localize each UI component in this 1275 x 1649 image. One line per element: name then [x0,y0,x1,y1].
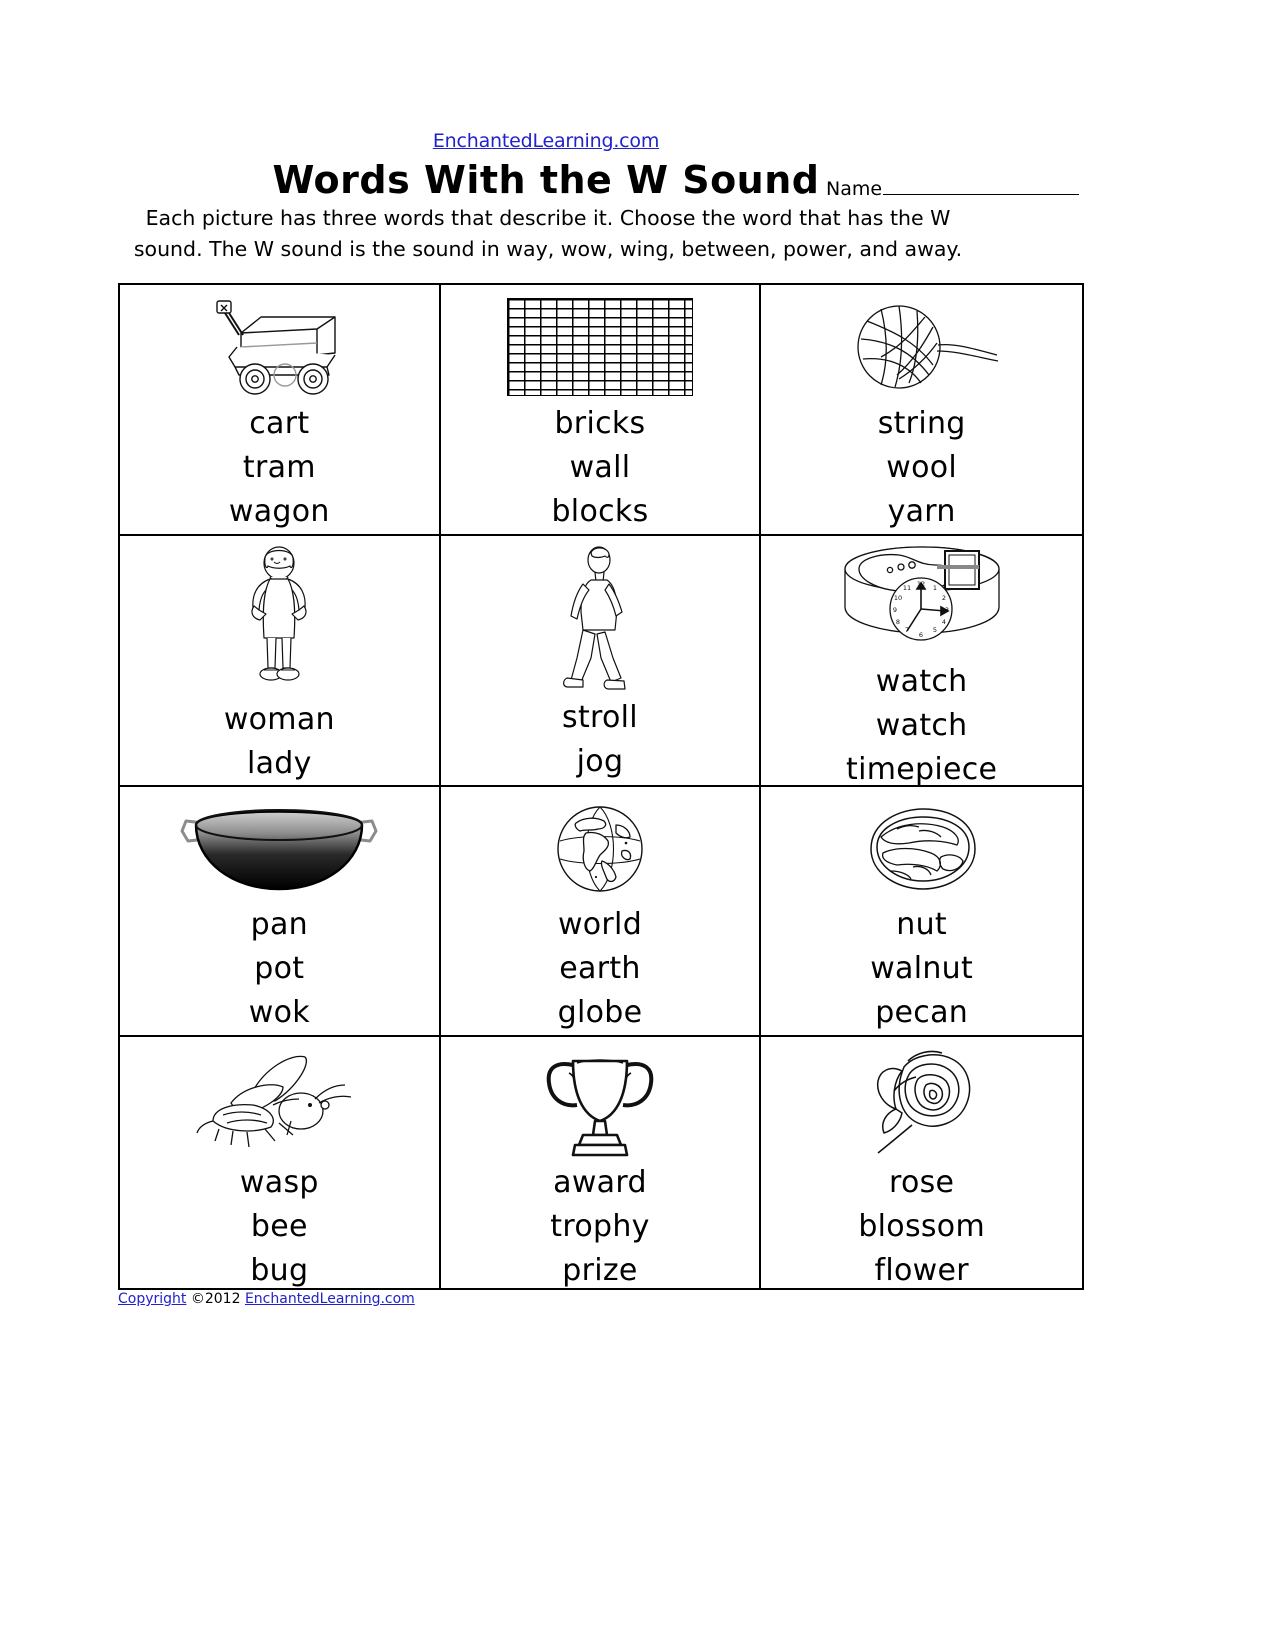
word-list [846,660,997,787]
wok-icon [120,797,439,902]
svg-text:1: 1 [932,583,937,592]
copyright-link[interactable]: Copyright [118,1291,187,1307]
word-option[interactable]: bee [250,1209,308,1245]
worksheet-cell[interactable] [441,1037,762,1288]
word-option[interactable]: flower [874,1253,969,1288]
site-link-row [0,130,1092,152]
word-option[interactable]: stroll [562,699,638,735]
walking-person-icon [441,546,760,694]
word-option[interactable]: trophy [550,1209,650,1245]
word-option[interactable]: jog [576,743,624,779]
word-list [240,1161,319,1288]
word-list [550,1161,649,1288]
svg-text:4: 4 [941,617,946,626]
worksheet-cell[interactable] [761,536,1082,787]
svg-text:11: 11 [902,583,911,592]
word-option[interactable]: watch [875,707,968,743]
word-option[interactable]: nut [896,907,947,943]
worksheet-grid [118,283,1084,1290]
page-title: Words With the W Sound [272,158,820,202]
svg-text:6: 6 [918,630,923,639]
word-list [870,903,973,1035]
yarn-ball-icon [761,295,1082,400]
copyright-year: ©2012 [186,1291,245,1307]
footer [118,1291,415,1307]
word-option[interactable]: wall [569,449,631,485]
instructions-line-2: sound. The W sound is the sound in way, wow, wing, between, power, and away. [133,237,963,261]
wagon-icon [120,295,439,400]
word-list [224,698,335,787]
instructions [118,203,978,265]
word-option[interactable]: pan [250,907,308,943]
wristwatch-icon [761,546,1082,658]
word-option[interactable]: prize [562,1253,638,1288]
svg-text:8: 8 [895,617,900,626]
word-option[interactable]: lady [246,745,312,781]
word-list [562,696,638,787]
footer-site-link[interactable]: EnchantedLearning.com [244,1291,415,1307]
word-option[interactable]: pot [254,951,305,987]
worksheet-cell[interactable] [761,285,1082,536]
word-option[interactable]: watch [875,663,968,699]
name-write-line[interactable] [883,180,1079,195]
name-label: Name [826,178,883,200]
worksheet-cell[interactable] [441,787,762,1038]
word-option[interactable]: world [557,907,643,943]
word-list [249,903,310,1035]
svg-text:3: 3 [944,605,949,614]
svg-text:7: 7 [904,625,909,634]
globe-icon [441,797,760,902]
rose-icon [761,1047,1082,1159]
svg-text:12: 12 [916,579,925,588]
word-option[interactable]: blocks [551,493,649,529]
word-list [558,903,643,1035]
worksheet-cell[interactable] [441,285,762,536]
svg-text:5: 5 [932,625,937,634]
word-option[interactable]: bug [250,1253,309,1288]
trophy-icon [441,1047,760,1159]
enchanted-learning-link[interactable]: EnchantedLearning.com [432,130,660,152]
word-option[interactable]: rose [888,1165,955,1201]
word-option[interactable]: pecan [875,995,969,1031]
svg-text:10: 10 [893,593,902,602]
brick-wall-icon [441,295,760,400]
instructions-line-1: Each picture has three words that describe it. Choose the word that has the W [145,206,951,230]
word-option[interactable]: walnut [870,951,974,987]
word-option[interactable]: wool [886,449,958,485]
worksheet-cell[interactable] [120,1037,441,1288]
word-list [229,402,330,534]
word-list [551,402,648,534]
svg-text:2: 2 [941,593,946,602]
worksheet-cell[interactable] [120,787,441,1038]
word-list [858,1161,985,1288]
word-option[interactable]: woman [223,701,335,737]
worksheet-cell[interactable] [761,1037,1082,1288]
word-option[interactable]: award [553,1165,647,1201]
worksheet-cell[interactable] [120,536,441,787]
word-option[interactable]: wagon [228,494,330,529]
word-option[interactable]: tram [242,450,316,485]
worksheet-cell[interactable] [120,285,441,536]
word-option[interactable]: wok [248,995,310,1031]
word-list [878,402,966,534]
word-option[interactable]: wasp [239,1165,319,1201]
word-option[interactable]: earth [559,951,641,987]
word-option[interactable]: blossom [858,1209,985,1245]
word-option[interactable]: string [877,405,966,441]
woman-icon [120,546,439,696]
word-option[interactable]: yarn [887,493,956,529]
worksheet-cell[interactable] [761,787,1082,1038]
wasp-icon [120,1047,439,1159]
name-field-block [826,178,1096,200]
walnut-icon [761,797,1082,902]
word-option[interactable]: cart [249,406,310,441]
svg-text:9: 9 [892,605,897,614]
word-option[interactable]: globe [557,995,643,1031]
word-option[interactable]: bricks [554,405,646,441]
worksheet-cell[interactable] [441,536,762,787]
word-option[interactable]: timepiece [846,751,998,787]
